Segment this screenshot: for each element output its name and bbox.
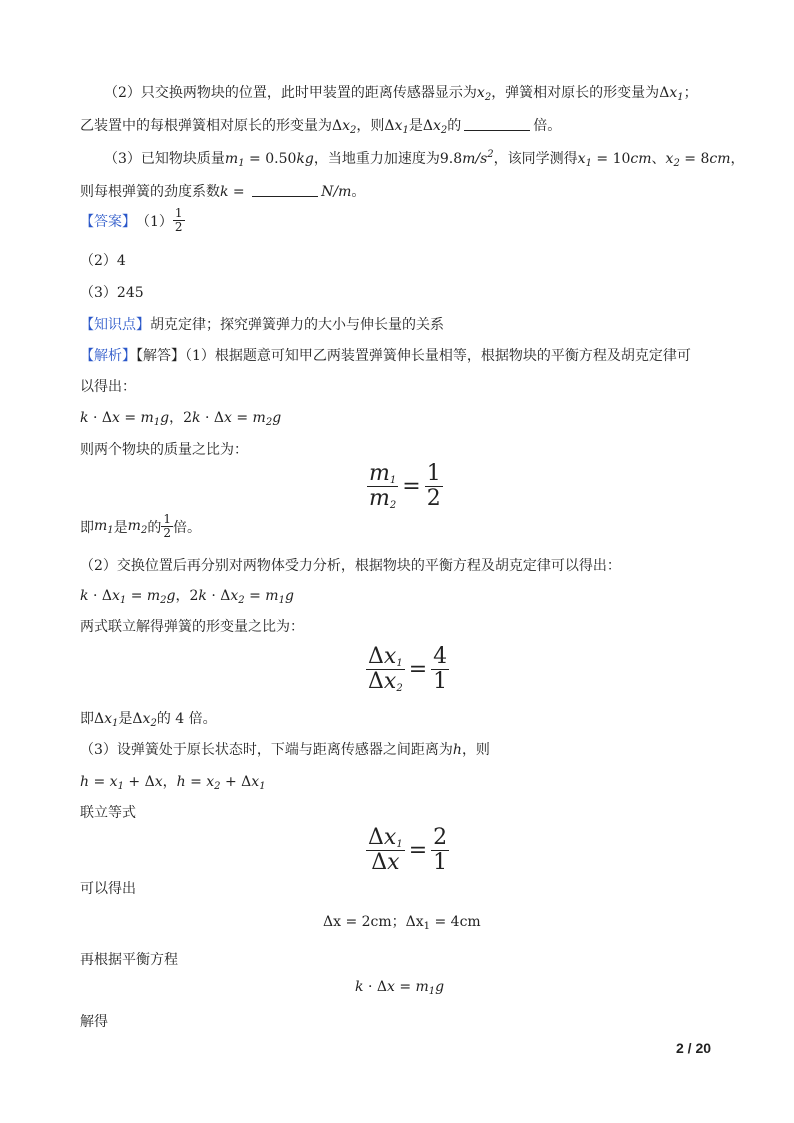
equals-sign: = [408,838,428,864]
result-text: Δx = 2cm；Δx [323,914,424,930]
math-dx2: $\Delta x_2$ [422,118,448,136]
math-dx1: $\Delta x_1$ [94,711,119,729]
conclusion-text: 的 4 倍。 [156,711,217,727]
q2-line2 [80,115,561,136]
dx-ratio-right [431,645,449,694]
dx2-ratio-denominator: 1 [433,850,448,876]
math-dx2: $\Delta x_2$ [332,118,357,136]
math-g-value: $9.8m/s^2$ [439,149,494,167]
equation-2: $k \cdot \Delta x_1 = m_2g$，$2k \cdot \Delta x_2 = m_1g$ [80,588,294,606]
q2-line2-text-e: 倍。 [533,118,562,134]
analysis-line2: 以得出： [80,379,136,395]
mass-conclusion [80,513,201,540]
q3-line1-text-c: ，该同学测得 [493,151,578,167]
answer-2: （2）4 [80,253,126,269]
part3-intro [80,739,490,759]
answer-line1 [80,207,185,234]
q2-line2-text-b: ，则 [356,118,385,134]
conclusion-text: 是 [118,711,133,727]
part2-solve: 两式联立解得弹簧的形变量之比为： [80,619,304,635]
q3-line2-text-a: 则每根弹簧的劲度系数 [80,184,220,200]
mass-ratio-equation [367,462,443,511]
q3-line1: （3）已知物块质量$m_1 = 0.50kg$，当地重力加速度为$9.8m/s^2$，该同学测得$x_1 = 10cm$、$x_2 = 8cm$， [104,149,745,169]
answer-1-numerator: 1 [174,206,183,220]
q2-line1-text-b: ，弹簧相对原长的形变量为 [491,85,660,101]
q2-line2-text-d: 的 [447,118,462,134]
balance-text: 再根据平衡方程 [80,952,178,968]
q3-line1-text-b: ，当地重力加速度为 [313,151,440,167]
mass-ratio-left: $\frac{m_1}{m_2}$ [369,461,397,512]
answer-1-fraction [173,207,185,234]
dx-conclusion [80,708,217,729]
answer-3: （3）245 [80,285,144,301]
answer-blank [252,195,318,197]
equals-sign: = [402,474,421,500]
dx2-ratio-numerator: 2 [433,825,448,850]
analysis-text-1: 【解答】（1）根据题意可知甲乙两装置弹簧伸长量相等，根据物块的平衡方程及胡克定律可 [136,348,691,364]
dx2-ratio-right [431,826,449,875]
math-x-values: $x_1 = 10cm$、$x_2 = 8cm$ [577,151,731,169]
q2-line1: （2）只交换两物块的位置，此时甲装置的距离传感器显示为$x_2$，弹簧相对原长的形变量为$\Delta x_1$； [104,85,698,103]
math-k: k [220,184,229,200]
mass-ratio-intro: 则两个物块的质量之比为： [80,442,248,458]
answer-tag: 【答案】 [80,213,136,230]
conclusion-text: 即 [80,519,94,536]
conclusion-text: 的 [147,519,162,536]
analysis-line1 [80,345,691,365]
half-fraction: $\frac{1}{2}$ [163,512,171,541]
dx-ratio-left: $\frac{\Delta x_1}{\Delta x_2}$ [368,644,403,695]
conclusion-text: 是 [113,519,128,536]
equation-3: $h = x_1 + \Delta x$，$h = x_2 + \Delta x_1$ [80,774,266,792]
dx2-ratio-equation [366,826,449,875]
equals-sign: = [408,657,428,683]
knowledge-line [80,314,444,334]
knowledge-tag: 【知识点】 [80,317,150,333]
q2-line2-text-c: 是 [408,118,423,134]
math-dx2: $\Delta x_2$ [132,711,157,729]
mass-ratio-denominator: 2 [426,486,441,512]
conclusion-text: 倍。 [172,519,201,536]
simul-text: 联立等式 [80,805,136,821]
mass-ratio-right [425,462,443,511]
analysis-tag: 【解析】 [80,348,136,364]
solve-text: 解得 [80,1014,108,1030]
dx-ratio-equation [366,645,449,694]
q2-line2-text-a: 乙装置中的每根弹簧相对原长的形变量为 [80,118,332,134]
dx-ratio-numerator: 4 [433,644,448,669]
page-number: 2 / 20 [676,1040,712,1056]
dx-ratio-denominator: 1 [433,669,448,695]
knowledge-text: 胡克定律；探究弹簧弹力的大小与伸长量的关系 [150,317,444,333]
result-equation: Δx = 2cm；$\Delta x_1 = 4cm$ [323,914,481,932]
math-m1: $m_1$ [94,517,114,536]
answer-blank [464,129,530,131]
q3-line1-text-a: （3）已知物块质量 [104,151,225,167]
part3-text: ，则 [461,742,490,758]
answer-1-denominator: 2 [174,220,183,235]
math-m2: $m_2$ [127,517,148,536]
part3-text: （3）设弹簧处于原长状态时，下端与距离传感器之间距离为 [80,742,453,758]
math-unit-n-per-m: N/m [321,184,352,200]
q3-line2: 则每根弹簧的劲度系数k = N/m。 [80,184,366,200]
conclusion-text: 即 [80,711,94,727]
math-m1-value: $m_1 = 0.50kg$ [224,151,314,169]
equation-4: $k \cdot \Delta x = m_1g$ [355,979,445,997]
math-h: h [452,742,462,758]
math-x2: $x_2$ [476,85,492,103]
q3-line2-text-b: 。 [351,184,366,200]
math-dx1: $\Delta x_1$ [384,118,409,136]
mass-ratio-numerator: 1 [426,461,441,486]
result-text: = 4cm [430,914,481,930]
part2-intro: （2）交换位置后再分别对两物体受力分析，根据物块的平衡方程及胡克定律可以得出： [80,558,621,574]
equation-1: $k \cdot \Delta x = m_1g$，$2k \cdot \Delta x = m_2g$ [80,410,282,428]
q2-line1-text-a: （2）只交换两物块的位置，此时甲装置的距离传感器显示为 [104,85,477,101]
get-text: 可以得出 [80,881,136,897]
answer-1-label: （1） [136,213,173,230]
dx2-ratio-left: $\frac{\Delta x_1}{\Delta x}$ [368,825,403,876]
math-dx1: $\Delta x_1$ [659,85,684,103]
